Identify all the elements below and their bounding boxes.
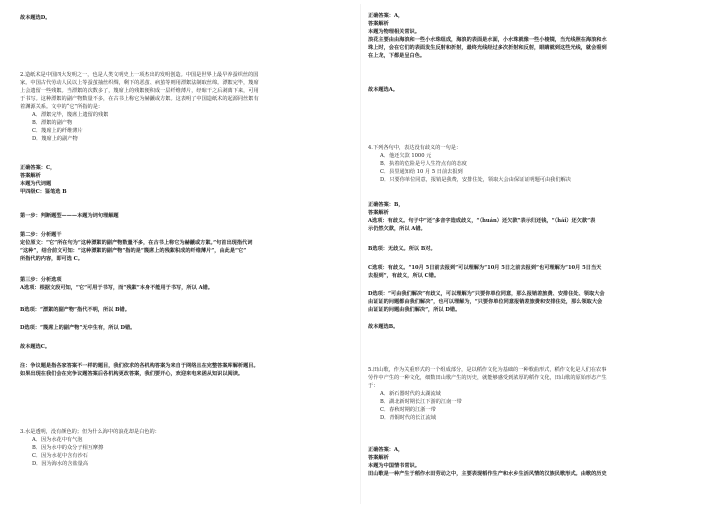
correct-answer: 正确答案：B， — [368, 202, 404, 208]
question-3 — [20, 428, 160, 468]
explanation-line: 田山歌是一种产生于稻作水田劳动之中，主要表现稻作生产和水乡生活风情的汉族民歌形式。由歌的历史 — [368, 471, 607, 477]
step-3-title: 第三步：分析选项 — [20, 277, 62, 283]
question-4-line: 4.下列各句中，表达没有歧义的一句是： — [368, 145, 462, 151]
step-2-title: 第二步：分析题干 — [20, 232, 62, 238]
option-a-analysis: A选项：有歧义。句子中“还”多音字造成歧义，“（huán）还欠款”表示归还钱，“（hái）还欠款”表 — [368, 218, 596, 224]
option-d: D．因为海水的含盐量高 — [32, 461, 89, 467]
question-4 — [368, 144, 571, 184]
question-3-line: 3.水是透明，没有颜色的；但为什么海中的浪花却是白色的： — [20, 429, 160, 435]
option-a: A．漂絮完毕，篾席上遗留的残絮 — [32, 112, 109, 118]
option-d: D．只要你单位同意，报销是我费，安排住处，领取大会由保证证明题可由我们解决 — [380, 177, 571, 183]
step-2-line: 所指代的内容，即可选 C。 — [20, 256, 83, 262]
question-2-answer — [20, 164, 67, 196]
question-3-answer — [368, 12, 607, 60]
answer-label: 答案解析 — [368, 21, 389, 27]
option-c: C．春秋时期的江浙一带 — [380, 407, 436, 413]
explanation-line: 在上龙，下都是呈白色。 — [368, 53, 426, 59]
evaluation: 甲四级C：鉴笔选 B — [20, 189, 67, 195]
disclaimer-note — [20, 362, 259, 378]
answer-label: 答案解析 — [368, 455, 389, 461]
option-a: A．因为水花中有气泡 — [32, 437, 83, 443]
question-type: 本题为中国情书常识。 — [368, 463, 420, 469]
prev-answer-conclusion: 故本题选D。 — [20, 15, 51, 21]
note-line: 如果出现在我们会在完争议题答案后各机构更改答案，我们要开心，欢迎来电来函从知识以阅读。 — [20, 371, 244, 377]
analysis-line: 由证证的问题都由我们解决”，也可以理解为，“只要你单位同意报销差旅费和安排住处，那么领取大会 — [368, 299, 603, 305]
column-divider — [360, 4, 361, 504]
explanation-line: 珠上时，会在它们的表面发生反射和折射，最终光线经过多次折射和反射，眼睛就到这些光线，就会看到 — [368, 45, 607, 51]
step-1: 第一步：判断题型———本题为词句理解题 — [20, 213, 119, 219]
option-b: B．湖北新时期长江下游的江南一带 — [380, 399, 462, 405]
step-3 — [20, 276, 213, 292]
analysis-line: 由证证的问题由我们解决”，所以 D错。 — [368, 307, 461, 313]
option-b: B．漂絮的副产物 — [32, 120, 73, 126]
option-c: C．篾席上的纤维薄片 — [32, 128, 83, 134]
option-d: D．青铜时代的长江流域 — [380, 415, 437, 421]
step-2 — [20, 231, 252, 263]
step-2-line: “这种”，结合前文可知：“这种漂絮的副产物”指的是“篾席上的残絮积成的纤维薄片”，由此是“它” — [20, 248, 247, 254]
option-d: D．篾席上的副产物 — [32, 136, 78, 142]
option-a: A．他还欠款 1000 元 — [380, 153, 432, 159]
option-a: A．新石器时代的太湖流域 — [380, 391, 441, 397]
correct-answer: 正确答案：C， — [20, 165, 56, 171]
question-2 — [20, 71, 259, 143]
question-2-line: 2.造纸术是中国四大发明之一，也是人类文明史上一项杰出的发明创造。中国是世界上最早养蚕织丝的国 — [20, 72, 259, 78]
note-line: 注：争议题是指各家答案不一样的题目，我们依求的各机构答案为来自于网络且在完整答案库解析题目。 — [20, 363, 259, 369]
q3-conclusion: 故本题选A。 — [368, 87, 398, 93]
option-c: C．因为水花中含有沙石 — [32, 453, 88, 459]
step-3-b: B选项：“漂絮的副产物”指代不明，所以 B错。 — [20, 307, 130, 313]
question-5-line: 劳作中产生的一种文化，细数田山歌产生的历史，就能够感受到浓厚的稻作文化，田山歌的原始形态产生 — [368, 375, 607, 381]
question-5 — [368, 366, 607, 422]
step-2-line: 定位原文：“它”所在句为“这种漂絮的副产物数量不多，在古书上称它为赫蹏或方絮。”句首出现指代词 — [20, 240, 253, 246]
option-d-analysis — [368, 290, 605, 314]
step-3-a: A选项：根据文段可知，“它”可用于书写，而“残絮”本身不能用于书写，所以 A错。 — [20, 285, 213, 291]
option-a-analysis: 示仍然欠款，所以 A错。 — [368, 226, 426, 232]
question-2-line: 家。中国古代劳动人民以上等蚕茧抽丝织绸，剩下的恶茧、病茧等则用漂絮法制取丝绵。漂絮完毕，篾席 — [20, 80, 259, 86]
answer-label: 答案解析 — [20, 173, 41, 179]
option-b-analysis: B选项：无歧义。所以 B对。 — [368, 246, 436, 252]
option-c: C．县里通知给 10 月 5 日前去报到 — [380, 169, 463, 175]
analysis-line: D选项：“可由我们解决”有歧义，可以理解为“只要你单位同意，那么报销差旅费、安排住处、领取大会 — [368, 291, 605, 297]
question-2-line: 于书写。这种漂絮的副产物数量不多，在古书上称它为赫蹏或方絮。这表明了中国造纸术的起源同丝絮有 — [20, 96, 259, 102]
analysis-line: C选项：有歧义。“10月 5日前去报到”可以理解为“10月 5日之前去报到”也可理解为“10月 5日当天 — [368, 265, 602, 271]
option-c-analysis — [368, 264, 601, 280]
explanation-line: 浪花主要由由海浪和一些小水珠组成，海浪的表面是水面，小水珠就像一些小棱镜，当光线照在海浪和水 — [368, 37, 607, 43]
analysis-line: 去报到”，有歧义，所以 C错。 — [368, 273, 440, 279]
question-type: 本题为代词题 — [20, 181, 52, 187]
step-3-d: D选项：“篾席上的副产物”无中生有，所以 D错。 — [20, 325, 136, 331]
question-type: 本题为物理相关常识。 — [368, 29, 420, 35]
step-conclusion: 故本题选C。 — [20, 344, 51, 350]
question-5-line: 于： — [368, 383, 379, 389]
q4-conclusion: 故本题选B。 — [368, 324, 399, 330]
correct-answer: 正确答案：A， — [368, 447, 404, 453]
question-2-line: 着渊源关系。文中的“它”所指的是： — [20, 104, 104, 110]
correct-answer: 正确答案：A， — [368, 13, 404, 19]
question-2-line: 上会遗留一些残絮。当漂絮的次数多了，篾席上的残絮便积成一层纤维薄片，经晾干之后剥离下来，可用 — [20, 88, 259, 94]
option-b: B．执着的危险是号人生符点有的态度 — [380, 161, 467, 167]
option-b: B．因为水中的众分子相互摩擦 — [32, 445, 104, 451]
question-5-line: 5.田山歌，作为关重形式的一个组成部分，是以稻作文化为基础的一种歌曲形式，稻作文化是人们在农事 — [368, 367, 607, 373]
question-5-answer — [368, 446, 607, 478]
answer-label: 答案解析 — [368, 210, 389, 216]
question-4-answer — [368, 201, 595, 233]
